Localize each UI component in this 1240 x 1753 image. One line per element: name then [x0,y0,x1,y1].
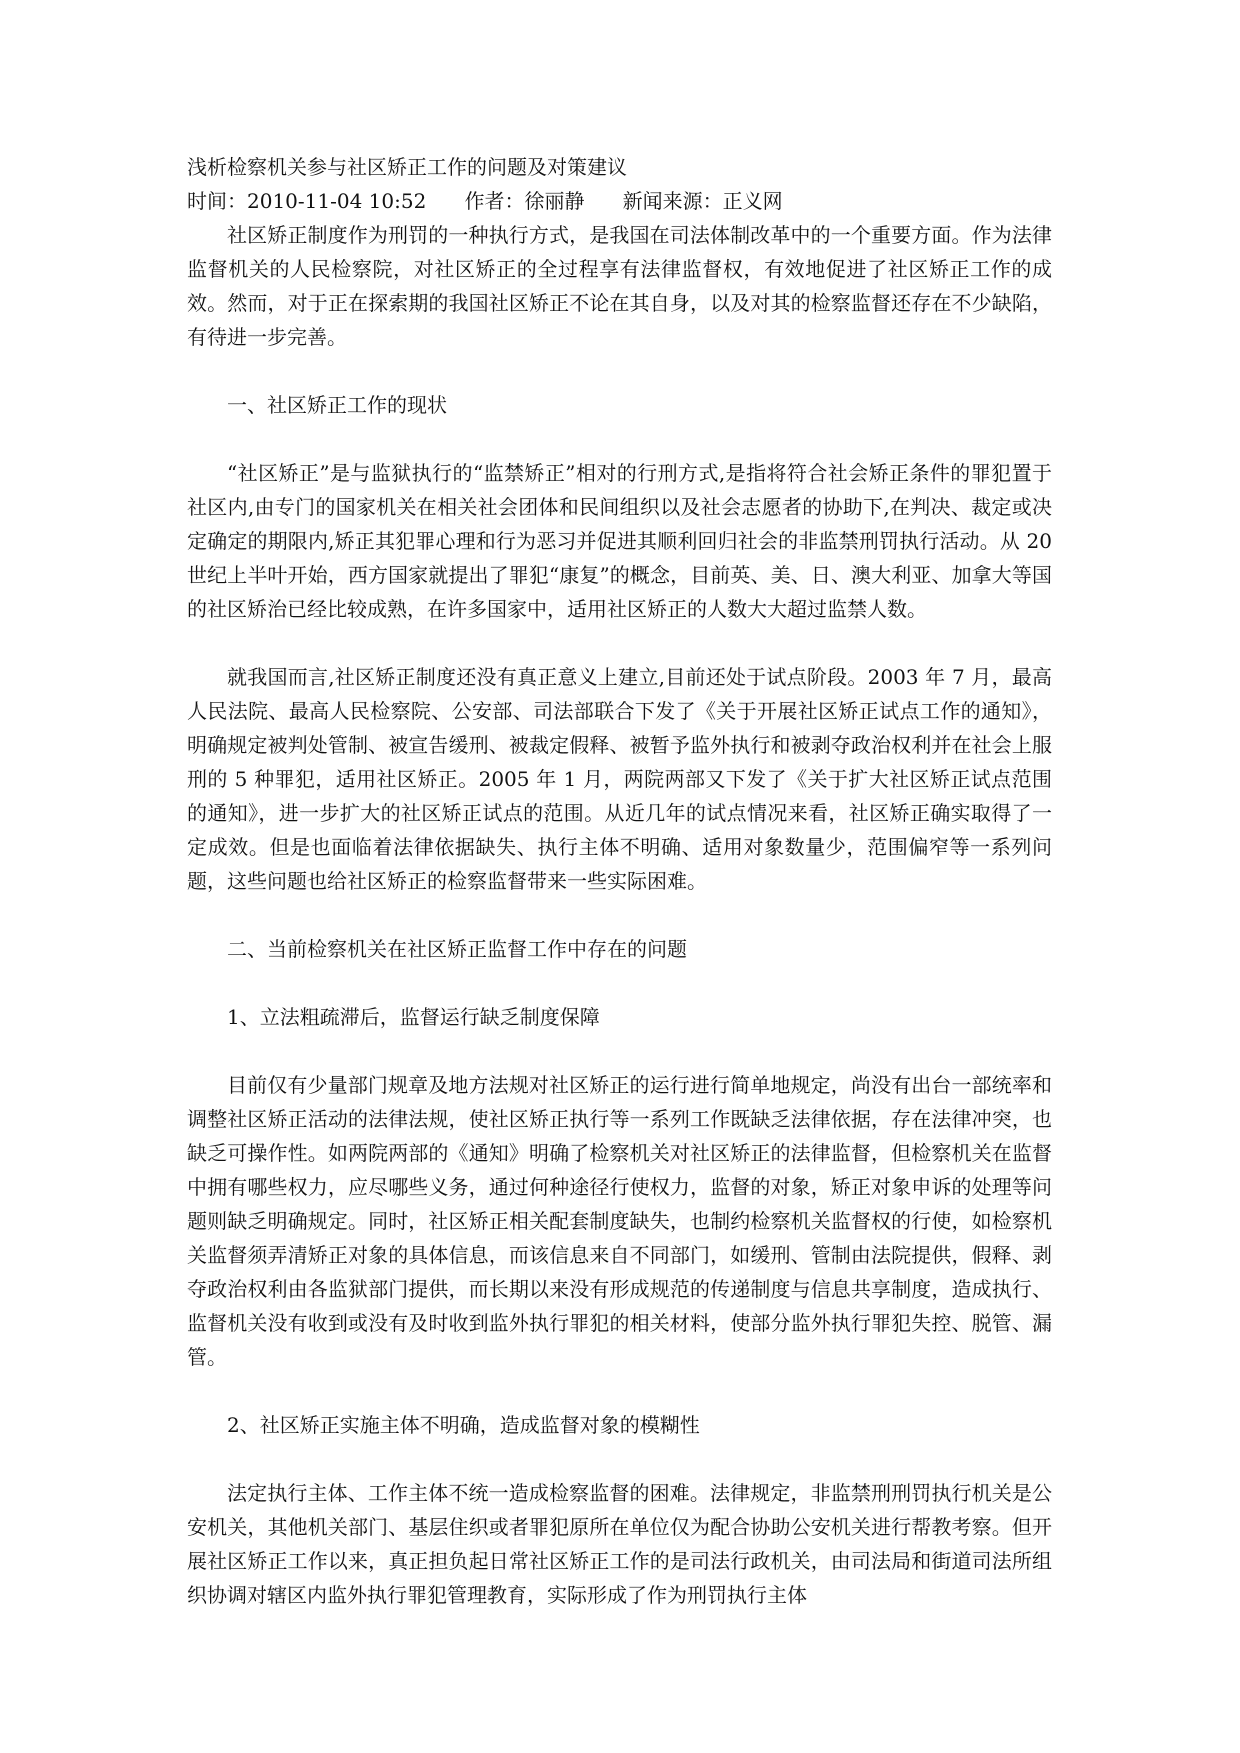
spacer [187,898,1052,932]
intro-paragraph: 社区矫正制度作为刑罚的一种执行方式，是我国在司法体制改革中的一个重要方面。作为法律监督机关的人民检察院，对社区矫正的全过程享有法律监督权，有效地促进了社区矫正工作的成效。然而，对于正在探索期的我国社区矫正不论在其自身，以及对其的检察监督还存在不少缺陷，有待进一步完善。 [187,223,1052,349]
section2-heading: 二、当前检察机关在社区矫正监督工作中存在的问题 [227,937,687,961]
spacer [187,354,1052,388]
spacer [187,1374,1052,1408]
spacer [187,966,1052,1000]
subsection1-heading: 1、立法粗疏滞后，监督运行缺乏制度保障 [227,1005,600,1029]
section1-paragraph-2: 就我国而言,社区矫正制度还没有真正意义上建立,目前还处于试点阶段。2003 年 7 月，最高人民法院、最高人民检察院、公安部、司法部联合下发了《关于开展社区矫正试点工作的通知》，明确规定被判处管制、被宣告缓刑、被裁定假释、被暂予监外执行和被剥夺政治权利并在社会上服刑的 5 种罪犯，适用社区矫正。2005 年 1 月，两院两部又下发了《关于扩大社区矫正试点范围的通知》，进一步扩大的社区矫正试点的范围。从近几年的试点情况来看，社区矫正确实取得了一定成效。但是也面临着法律依据缺失、执行主体不明确、适用对象数量少，范围偏窄等一系列问题，这些问题也给社区矫正的检察监督带来一些实际困难。 [187,665,1052,893]
section1-heading: 一、社区矫正工作的现状 [227,393,447,417]
spacer [187,626,1052,660]
document-page [187,150,1052,1612]
subsection2-heading: 2、社区矫正实施主体不明确，造成监督对象的模糊性 [227,1413,700,1437]
spacer [187,1442,1052,1476]
subsection1-paragraph: 目前仅有少量部门规章及地方法规对社区矫正的运行进行简单地规定，尚没有出台一部统率和调整社区矫正活动的法律法规，使社区矫正执行等一系列工作既缺乏法律依据，存在法律冲突，也缺乏可操作性。如两院两部的《通知》明确了检察机关对社区矫正的法律监督，但检察机关在监督中拥有哪些权力，应尽哪些义务，通过何种途径行使权力，监督的对象，矫正对象申诉的处理等问题则缺乏明确规定。同时，社区矫正相关配套制度缺失，也制约检察机关监督权的行使，如检察机关监督须弄清矫正对象的具体信息，而该信息来自不同部门，如缓刑、管制由法院提供，假释、剥夺政治权利由各监狱部门提供，而长期以来没有形成规范的传递制度与信息共享制度，造成执行、监督机关没有收到或没有及时收到监外执行罪犯的相关材料，使部分监外执行罪犯失控、脱管、漏管。 [187,1073,1052,1369]
spacer [187,422,1052,456]
section1-paragraph-1: “社区矫正”是与监狱执行的“监禁矫正”相对的行刑方式,是指将符合社会矫正条件的罪犯置于社区内,由专门的国家机关在相关社会团体和民间组织以及社会志愿者的协助下,在判决、裁定或决定确定的期限内,矫正其犯罪心理和行为恶习并促进其顺利回归社会的非监禁刑罚执行活动。从 20 世纪上半叶开始，西方国家就提出了罪犯“康复”的概念，目前英、美、日、澳大利亚、加拿大等国的社区矫治已经比较成熟，在许多国家中，适用社区矫正的人数大大超过监禁人数。 [187,461,1052,621]
article-title: 浅析检察机关参与社区矫正工作的问题及对策建议 [187,155,627,179]
article-meta: 时间：2010-11-04 10:52 作者：徐丽静 新闻来源：正义网 [187,189,783,213]
spacer [187,1034,1052,1068]
subsection2-paragraph: 法定执行主体、工作主体不统一造成检察监督的困难。法律规定，非监禁刑刑罚执行机关是公安机关，其他机关部门、基层住织或者罪犯原所在单位仅为配合协助公安机关进行帮教考察。但开展社区矫正工作以来，真正担负起日常社区矫正工作的是司法行政机关，由司法局和街道司法所组织协调对辖区内监外执行罪犯管理教育，实际形成了作为刑罚执行主体 [187,1481,1052,1607]
